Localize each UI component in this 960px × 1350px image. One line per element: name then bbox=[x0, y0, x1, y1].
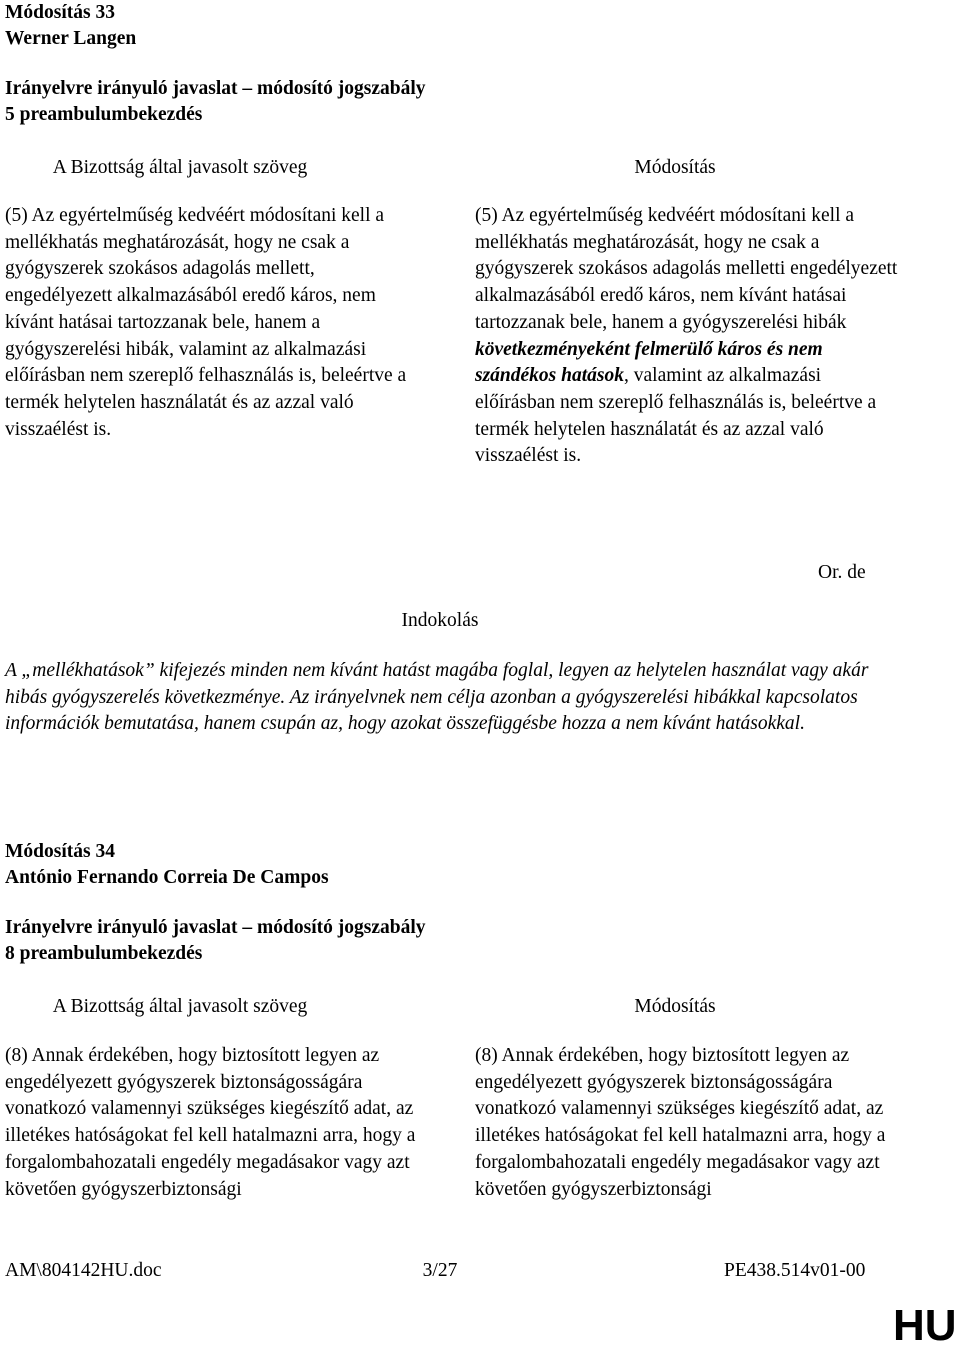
amendment-34-commission-text: (8) Annak érdekében, hogy biztosított legyen az engedélyezett gyógyszerek biztonságosságára vonatkozó valamennyi szükséges kiegészítő adat, az illetékes hatóságokat fel kell hatalmazni arra, hogy a forgalombahozatali engedély megadásakor vagy azt követően gyógyszerbiztonsági bbox=[5, 1045, 416, 1200]
footer-doc-reference: AM\804142HU.doc bbox=[5, 1260, 162, 1281]
amendment-34-amended-text: (8) Annak érdekében, hogy biztosított legyen az engedélyezett gyógyszerek biztonságosságára vonatkozó valamennyi szükséges kiegészítő adat, az illetékes hatóságokat fel kell hatalmazni arra, hogy a forgalombahozatali engedély megadásakor vagy azt követően gyógyszerbiztonsági bbox=[475, 1045, 886, 1200]
justification-text: A „mellékhatások” kifejezés minden nem kívánt hatást magába foglal, legyen az helytelen használat vagy akár hibás gyógyszerelés következménye. Az irányelvnek nem célja azonban a gyógyszerelési hibákkal kapcsolatos információk bemutatása, hanem csupán az, hogy azokat összefüggésbe hozza a nem kívánt hatásokkal. bbox=[5, 660, 869, 735]
original-language: Or. de bbox=[818, 562, 866, 583]
amendment-33-recital: 5 preambulumbekezdés bbox=[5, 104, 203, 125]
justification-heading: Indokolás bbox=[401, 610, 479, 631]
amendment-33-title: Módosítás 33 bbox=[5, 2, 115, 23]
amendment-34-title: Módosítás 34 bbox=[5, 841, 115, 862]
amendment-34-recital: 8 preambulumbekezdés bbox=[5, 943, 203, 964]
amendment-34-amendment-header: Módosítás bbox=[634, 996, 716, 1017]
amendment-33-commission-text: (5) Az egyértelműség kedvéért módosítani kell a mellékhatás meghatározását, hogy ne csak a gyógyszerek szokásos adagolás mellett, engedélyezett alkalmazásából eredő káros, nem kívánt hatásai tartozzanak bele, hanem a gyógyszerelési hibák, valamint az alkalmazási előírásban nem szereplő felhasználás is, beleértve a termék helytelen használatát és az azzal való visszaélést is. bbox=[5, 205, 407, 440]
language-mark: HU bbox=[893, 1301, 957, 1350]
amendment-34-author: António Fernando Correia De Campos bbox=[5, 867, 329, 888]
footer-page-number: 3/27 bbox=[422, 1260, 458, 1281]
amendment-33-amended-text bbox=[475, 203, 905, 470]
amendment-33-author: Werner Langen bbox=[5, 28, 137, 49]
amendment-34-subject: Irányelvre irányuló javaslat – módosító jogszabály bbox=[5, 917, 426, 938]
amendment-33-commission-text-header: A Bizottság által javasolt szöveg bbox=[52, 157, 308, 178]
amended-text-part-1: (5) Az egyértelműség kedvéért módosítani kell a mellékhatás meghatározását, hogy ne csak a gyógyszerek szokásos adagolás melletti engedélyezett alkalmazásából eredő káros, nem kívánt hatásai tartozzanak bele, hanem a gyógyszerelési hibák bbox=[475, 205, 898, 333]
amendment-34-commission-text-header: A Bizottság által javasolt szöveg bbox=[52, 996, 308, 1017]
amendment-33-amendment-header: Módosítás bbox=[634, 157, 716, 178]
amendment-33-subject: Irányelvre irányuló javaslat – módosító jogszabály bbox=[5, 78, 426, 99]
amended-text-emphasis: következményeként felmerülő káros és nem szándékos hatások bbox=[475, 338, 823, 387]
footer-pe-reference: PE438.514v01-00 bbox=[724, 1260, 866, 1281]
amended-text-part-2: , valamint az alkalmazási előírásban nem szereplő felhasználás is, beleértve a termék helytelen használatát és az azzal való visszaélést is. bbox=[475, 365, 877, 467]
